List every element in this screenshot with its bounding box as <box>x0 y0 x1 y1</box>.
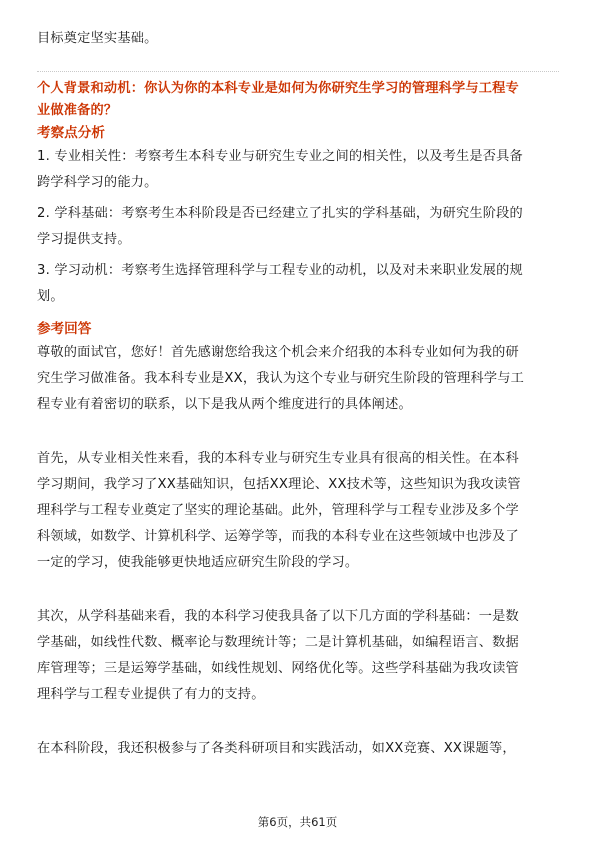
analysis-point <box>37 201 559 253</box>
paragraph-line: 程专业有着密切的联系，以下是我从两个维度进行的具体阐述。 <box>37 397 412 412</box>
section-divider <box>37 71 559 72</box>
analysis-point <box>37 258 559 310</box>
lead-line: 目标奠定坚实基础。 <box>37 31 158 46</box>
analysis-point <box>37 144 559 196</box>
answer-paragraph <box>37 446 559 576</box>
question-line: 个人背景和动机：你认为你的本科专业是如何为你研究生学习的管理科学与工程专 <box>37 81 519 96</box>
answer-paragraph <box>37 604 559 708</box>
paragraph-line: 究生学习做准备。我本科专业是XX，我认为这个专业与研究生阶段的管理科学与工 <box>37 371 525 386</box>
paragraph-line: 其次，从学科基础来看，我的本科学习使我具备了以下几方面的学科基础：一是数 <box>37 609 519 624</box>
paragraph-line: 理科学与工程专业提供了有力的支持。 <box>37 687 265 702</box>
page-content <box>37 26 559 762</box>
paragraph-line: 库管理等；三是运筹学基础，如线性规划、网络优化等。这些学科基础为我攻读管 <box>37 661 519 676</box>
analysis-heading: 考察点分析 <box>37 125 105 141</box>
answer-paragraph <box>37 340 559 418</box>
point-line: 跨学科学习的能力。 <box>37 175 158 190</box>
question-line: 业做准备的？ <box>37 103 118 118</box>
paragraph-line: 尊敬的面试官，您好！首先感谢您给我这个机会来介绍我的本科专业如何为我的研 <box>37 345 519 360</box>
answer-heading: 参考回答 <box>37 321 92 337</box>
question-block <box>37 78 559 122</box>
point-line: 3. 学习动机：考察考生选择管理科学与工程专业的动机，以及对未来职业发展的规 <box>37 263 523 278</box>
paragraph-line: 学基础，如线性代数、概率论与数理统计等；二是计算机基础，如编程语言、数据 <box>37 635 519 650</box>
point-line: 2. 学科基础：考察考生本科阶段是否已经建立了扎实的学科基础，为研究生阶段的 <box>37 206 523 221</box>
paragraph-line: 在本科阶段，我还积极参与了各类科研项目和实践活动，如XX竞赛、XX课题等， <box>37 741 516 756</box>
point-line: 划。 <box>37 289 64 304</box>
paragraph-line: 首先，从专业相关性来看，我的本科专业与研究生专业具有很高的相关性。在本科 <box>37 451 519 466</box>
paragraph-line: 理科学与工程专业奠定了坚实的理论基础。此外，管理科学与工程专业涉及多个学 <box>37 503 519 518</box>
point-line: 1. 专业相关性：考察考生本科专业与研究生专业之间的相关性，以及考生是否具备 <box>37 149 523 164</box>
page-number: 第6页，共61页 <box>257 815 338 829</box>
answer-paragraph <box>37 736 559 762</box>
paragraph-line: 科领域，如数学、计算机科学、运筹学等，而我的本科专业在这些领域中也涉及了 <box>37 529 519 544</box>
paragraph-line: 学习期间，我学习了XX基础知识，包括XX理论、XX技术等，这些知识为我攻读管 <box>37 477 521 492</box>
paragraph-line: 一定的学习，使我能够更快地适应研究生阶段的学习。 <box>37 555 359 570</box>
point-line: 学习提供支持。 <box>37 232 131 247</box>
